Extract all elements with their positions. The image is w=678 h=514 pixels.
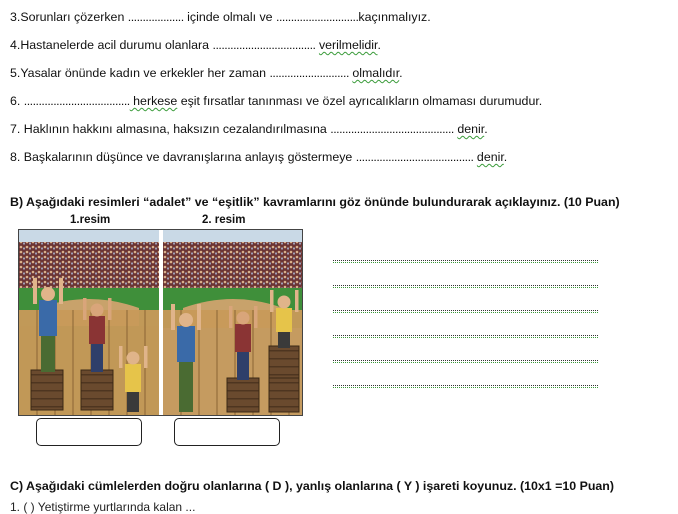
text: 5.Yasalar önünde kadın ve erkekler her zaman (10, 66, 270, 80)
text: . (484, 122, 488, 136)
text: . (503, 150, 508, 164)
answer-line-1[interactable] (333, 260, 598, 261)
text: 8. Başkalarının düşünce ve davranışlarına anlayış göstermeye (10, 150, 356, 164)
verb: olmalıdır (352, 66, 400, 80)
caption-1: 1.resim (70, 214, 111, 226)
blank-1[interactable]: ................... (127, 10, 184, 24)
caption-2: 2. resim (202, 214, 246, 226)
sentence-7 (10, 122, 488, 136)
sentence-3 (10, 10, 431, 24)
section-c-title: C) Aşağıdaki cümlelerden doğru olanlarına ( D ), yanlış olanlarına ( Y ) işareti koyunuz. (10x1 =10 Puan) (10, 479, 614, 493)
verb: verilmelidir (318, 38, 378, 52)
blank[interactable]: .......................................... (330, 122, 454, 136)
text: eşit fırsatlar tanınması ve özel ayrıcalıkların olmaması durumudur. (177, 94, 543, 108)
text: 3.Sorunları çözerken (10, 10, 128, 24)
text: 4.Hastanelerde acil durumu olanlara (10, 38, 213, 52)
sentence-8 (10, 150, 507, 164)
answer-line-3[interactable] (333, 310, 598, 311)
verb: denir (457, 122, 485, 136)
text: 6. (10, 94, 24, 108)
answer-line-5[interactable] (333, 360, 598, 361)
answer-box-2[interactable] (174, 418, 280, 446)
sentence-6 (10, 94, 542, 108)
blank[interactable]: .................................... (23, 94, 130, 108)
panel-1 (19, 230, 159, 415)
blank[interactable]: ........................................ (355, 150, 474, 164)
answer-box-1[interactable] (36, 418, 142, 446)
answer-line-4[interactable] (333, 335, 598, 336)
answer-line-2[interactable] (333, 285, 598, 286)
text: 7. Haklının hakkını almasına, haksızın cezalandırılmasına (10, 122, 331, 136)
equality-justice-illustration (18, 229, 303, 416)
blank[interactable]: ................................... (212, 38, 316, 52)
text: kaçınmalıyız. (358, 10, 431, 24)
blank[interactable]: ........................... (269, 66, 349, 80)
text: . (399, 66, 403, 80)
blank-2[interactable]: ............................ (276, 10, 359, 24)
sentence-5 (10, 66, 403, 80)
text: . (377, 38, 381, 52)
text: içinde olmalı ve (183, 10, 276, 24)
illustration-svg (19, 230, 302, 415)
first-item-partial: 1. ( ) Yetiştirme yurtlarında kalan ... (10, 500, 196, 514)
verb: denir (476, 150, 504, 164)
answer-line-6[interactable] (333, 385, 598, 386)
panel-2 (163, 230, 302, 415)
section-b-title: B) Aşağıdaki resimleri “adalet” ve “eşitlik” kavramlarını göz önünde bulundurarak açıklayınız. (10 Puan) (10, 195, 620, 209)
word: herkese (129, 94, 178, 108)
sentence-4 (10, 38, 381, 52)
